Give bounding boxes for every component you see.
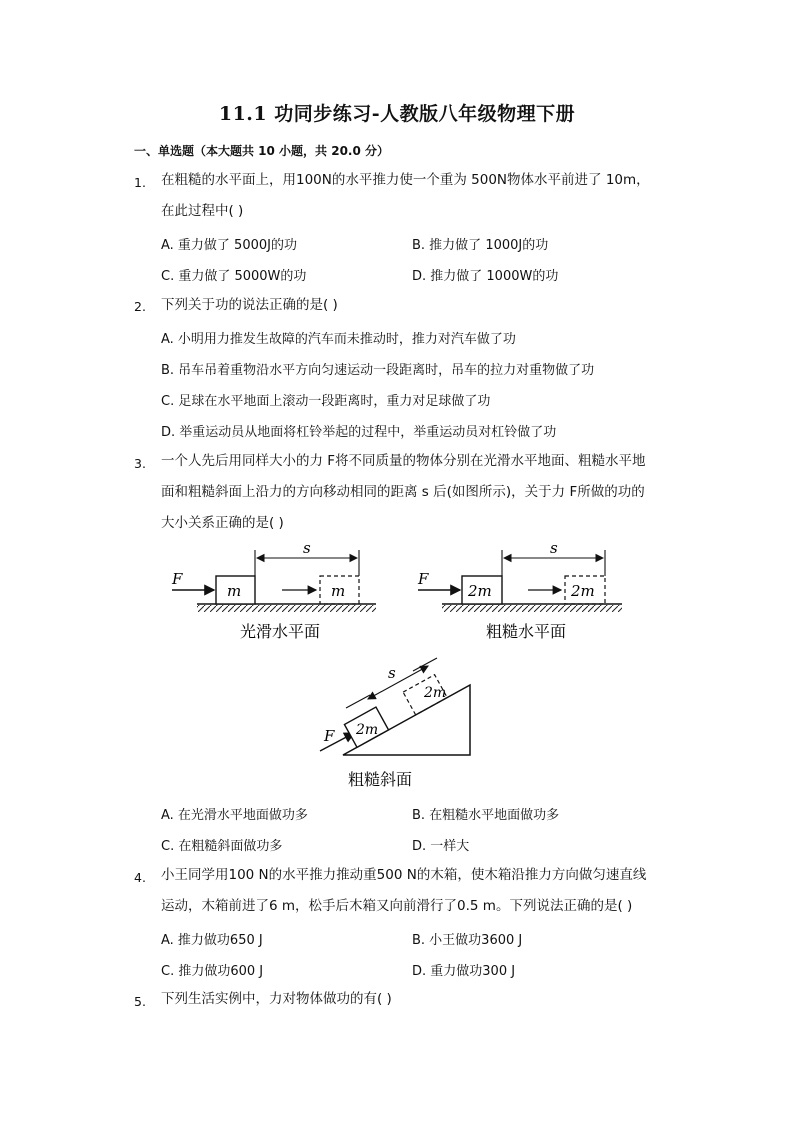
option-a[interactable]: A. 小明用力推发生故障的汽车而未推动时，推力对汽车做了功 bbox=[161, 332, 516, 347]
distance-label: s bbox=[388, 664, 396, 682]
page-title: 11.1 功同步练习-人教版八年级物理下册 bbox=[218, 103, 576, 125]
question-number: 2. bbox=[134, 299, 146, 314]
question-text-line: 在此过程中( ) bbox=[161, 203, 244, 219]
option-a[interactable]: A. 在光滑水平地面做功多 bbox=[161, 808, 308, 823]
question-text-line: 一个人先后用同样大小的力 F将不同质量的物体分别在光滑水平地面、粗糙水平地 bbox=[161, 453, 646, 469]
option-b[interactable]: B. 小王做功3600 J bbox=[412, 933, 523, 948]
figure-caption: 光滑水平面 bbox=[240, 622, 321, 641]
force-label: F bbox=[418, 570, 429, 588]
force-label: F bbox=[324, 727, 335, 745]
block-mass-label: 2m bbox=[571, 582, 595, 600]
distance-tick bbox=[413, 658, 437, 671]
option-d[interactable]: D. 推力做了 1000W的功 bbox=[412, 269, 559, 284]
distance-arrow bbox=[368, 666, 428, 699]
section-heading: 一、单选题（本大题共 10 小题，共 20.0 分） bbox=[134, 144, 390, 158]
question-text-line: 下列关于功的说法正确的是( ) bbox=[161, 297, 338, 313]
question-number: 1. bbox=[134, 175, 146, 190]
option-c[interactable]: C. 在粗糙斜面做功多 bbox=[161, 839, 283, 854]
question-text-line: 在粗糙的水平面上，用100N的水平推力使一个重为 500N物体水平前进了 10m， bbox=[161, 172, 650, 188]
option-d[interactable]: D. 举重运动员从地面将杠铃举起的过程中，举重运动员对杠铃做了功 bbox=[161, 425, 557, 440]
question-number: 5. bbox=[134, 994, 146, 1009]
option-d[interactable]: D. 重力做功300 J bbox=[412, 964, 516, 979]
question-text-line: 下列生活实例中，力对物体做功的有( ) bbox=[161, 991, 392, 1007]
option-b[interactable]: B. 推力做了 1000J的功 bbox=[412, 238, 549, 253]
option-b[interactable]: B. 在粗糙水平地面做功多 bbox=[412, 808, 560, 823]
distance-label: s bbox=[550, 539, 558, 557]
question-text-line: 小王同学用100 N的水平推力推动重500 N的木箱，使木箱沿推力方向做匀速直线 bbox=[161, 867, 647, 883]
option-b[interactable]: B. 吊车吊着重物沿水平方向匀速运动一段距离时，吊车的拉力对重物做了功 bbox=[161, 363, 595, 378]
block-mass-label: m bbox=[331, 582, 346, 600]
ground-hatch bbox=[442, 605, 622, 612]
question-number: 3. bbox=[134, 456, 146, 471]
figure-panel-rough bbox=[417, 539, 622, 641]
block-mass-label: 2m bbox=[356, 722, 379, 738]
option-d[interactable]: D. 一样大 bbox=[412, 839, 470, 854]
option-c[interactable]: C. 足球在水平地面上滚动一段距离时，重力对足球做了功 bbox=[161, 394, 491, 409]
block-mass-label: 2m bbox=[468, 582, 492, 600]
block-mass-label: m bbox=[227, 582, 242, 600]
question-text-line: 面和粗糙斜面上沿力的方向移动相同的距离 s 后(如图所示)，关于力 F所做的功的 bbox=[161, 484, 645, 500]
option-c[interactable]: C. 重力做了 5000W的功 bbox=[161, 269, 307, 284]
figure-panel-incline bbox=[320, 658, 470, 789]
question-text-line: 运动，木箱前进了6 m，松手后木箱又向前滑行了0.5 m。下列说法正确的是( ) bbox=[161, 898, 633, 914]
option-a[interactable]: A. 重力做了 5000J的功 bbox=[161, 238, 297, 253]
option-a[interactable]: A. 推力做功650 J bbox=[161, 933, 263, 948]
figure-caption: 粗糙斜面 bbox=[348, 770, 413, 789]
force-label: F bbox=[172, 570, 183, 588]
option-c[interactable]: C. 推力做功600 J bbox=[161, 964, 264, 979]
figure-panel-smooth bbox=[171, 539, 376, 641]
distance-label: s bbox=[303, 539, 311, 557]
question-number: 4. bbox=[134, 870, 146, 885]
block-mass-label: 2m bbox=[424, 685, 447, 701]
distance-tick bbox=[346, 695, 370, 708]
ground-hatch bbox=[197, 605, 376, 612]
figure-caption: 粗糙水平面 bbox=[486, 622, 567, 641]
question-text-line: 大小关系正确的是( ) bbox=[161, 515, 284, 531]
